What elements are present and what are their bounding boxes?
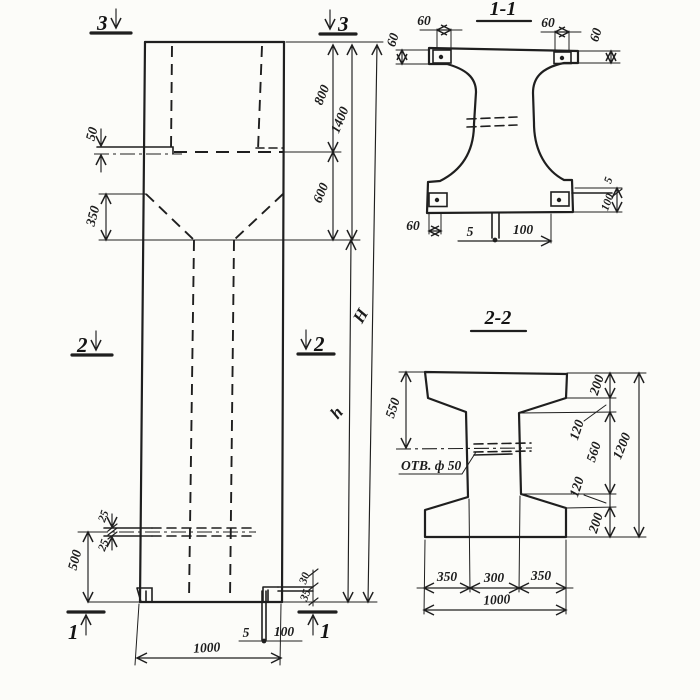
s1-dim-bl60: 60 — [406, 218, 420, 233]
s1-r-extensions — [578, 51, 620, 63]
s1-dim-b100: 100 — [512, 222, 534, 237]
dim-350-label: 350 — [82, 204, 103, 228]
dim-h-line — [348, 240, 351, 602]
section-2-2-bottom-dims — [417, 496, 573, 614]
dim-25b-label: 25 — [96, 537, 112, 553]
hidden-web-left — [189, 240, 194, 600]
plate-top-right-dot — [560, 56, 564, 60]
s2-right-extensions — [519, 373, 646, 537]
dim-1000-extensions — [135, 604, 281, 665]
section-1-1 — [383, 0, 622, 243]
s1-tl-extensions — [437, 29, 451, 49]
plate-bottom-right-dot — [557, 198, 561, 202]
s1-l-extensions — [396, 50, 429, 64]
s1-dim-r100: 100 — [599, 192, 617, 213]
dim-30-label: 30 — [297, 570, 313, 586]
hidden-flange-left — [171, 46, 172, 150]
marker-3-right — [320, 10, 356, 36]
anchor-pin — [262, 591, 266, 640]
s2-hole-solid — [474, 454, 512, 455]
section-1-1-dimensions — [383, 13, 622, 243]
s1-dim-b5: 5 — [466, 224, 474, 239]
section-2-2-hole — [396, 443, 532, 455]
hidden-taper-left — [146, 194, 194, 240]
s1-dim-r5: 5 — [602, 175, 616, 186]
dim-h-label: h — [326, 402, 347, 423]
hidden-web-right — [230, 240, 234, 600]
dim-1000-label: 1000 — [192, 639, 221, 656]
s2-dim-1000: 1000 — [482, 591, 511, 608]
marker-1-left-label: 1 — [68, 620, 79, 644]
dim-25a-label: 25 — [96, 508, 112, 524]
s2-dim-550: 550 — [382, 395, 403, 420]
s2-dim-300: 300 — [483, 570, 505, 585]
marker-2-left-label: 2 — [77, 333, 88, 357]
s1-dim-tl60v: 60 — [383, 31, 402, 49]
section-2-2-right-dims — [519, 373, 646, 537]
s1-dim-tl60h: 60 — [417, 13, 431, 28]
marker-3-left-label: 3 — [97, 11, 108, 35]
s2-dim-560: 560 — [583, 439, 604, 464]
plate-bottom-left-dot — [435, 198, 439, 202]
s2-dim-120t-leader — [584, 405, 606, 421]
marker-2-left — [72, 331, 112, 357]
dim-600-label: 600 — [309, 180, 332, 206]
section-1-1-pin — [492, 213, 499, 238]
s1-tr-extensions — [555, 31, 569, 52]
elevation-view — [65, 9, 383, 665]
section-1-1-pin-dot — [493, 238, 498, 243]
marker-3-right-label: 3 — [338, 12, 349, 36]
dim-500-label: 500 — [64, 548, 85, 572]
dim-H-line — [368, 45, 377, 602]
marker-2-right-label: 2 — [314, 332, 325, 356]
column-left-edge — [140, 42, 145, 602]
section-1-1-title: 1-1 — [489, 0, 517, 20]
dim-5-label: 5 — [242, 625, 250, 640]
dim-1400-label: 1400 — [327, 104, 352, 136]
marker-1-left — [68, 612, 104, 644]
s2-dim-120b-leader — [584, 495, 606, 503]
dim-800-label: 800 — [310, 82, 333, 108]
s2-dim-120b: 120 — [566, 474, 587, 499]
s1-dim-tr60h: 60 — [541, 15, 555, 30]
plate-top-left-dot — [439, 55, 443, 59]
section-2-2 — [382, 307, 646, 614]
marker-2-right — [298, 330, 334, 356]
dim-35-label: 35 — [298, 587, 314, 603]
s2-dim-350l: 350 — [436, 569, 458, 584]
section-1-1-outline — [427, 48, 578, 213]
section-markers — [68, 9, 356, 644]
marker-1-right — [299, 612, 336, 643]
s2-dim-120t: 120 — [566, 417, 587, 442]
s2-dim-200b: 200 — [585, 510, 606, 535]
hidden-taper-right — [234, 194, 283, 240]
s2-hole-axis — [396, 448, 532, 449]
s2-hole-label: ОТВ. ф 50 — [401, 458, 462, 473]
dim-100-label: 100 — [273, 624, 295, 639]
dim-H-label: H — [349, 305, 373, 327]
hidden-flange-right — [258, 46, 262, 150]
s2-dim-1200: 1200 — [609, 430, 634, 462]
s2-dim-350r: 350 — [530, 568, 552, 583]
ledge-plate-line — [97, 147, 173, 153]
s2-dim-200t: 200 — [586, 372, 607, 397]
marker-3-left — [91, 9, 131, 35]
marker-1-right-label: 1 — [320, 619, 331, 643]
hidden-lines — [146, 46, 283, 600]
s2-hole-dashes — [474, 443, 531, 452]
head-ledge — [94, 147, 182, 154]
dim-50-label: 50 — [82, 125, 101, 143]
column-right-edge — [282, 42, 284, 602]
section-2-2-title: 2-2 — [484, 307, 512, 329]
s1-dim-tr60v: 60 — [586, 26, 605, 44]
